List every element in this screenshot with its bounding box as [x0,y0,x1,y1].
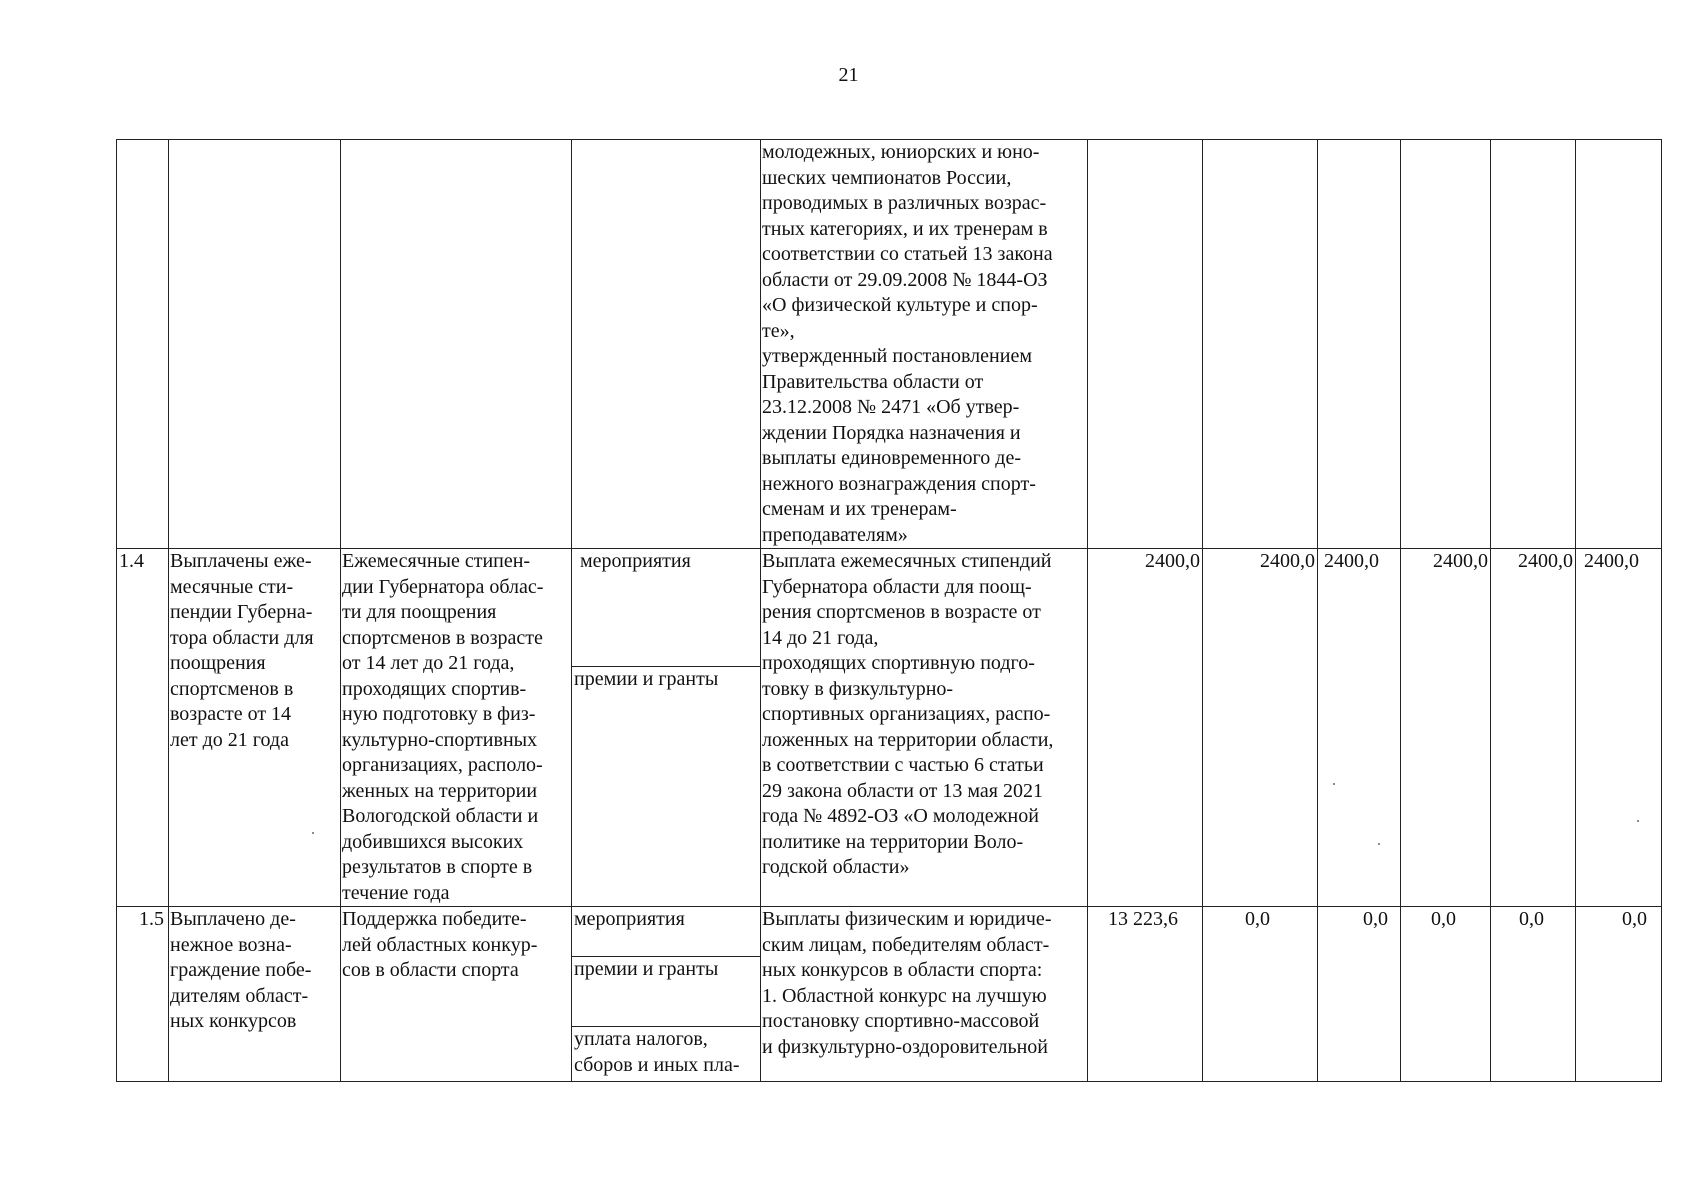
description-cell: молодежных, юниорских и юно- шеских чемпионатов России, проводимых в различных возрас- тных категориях, и их тренерам в соответствии со статьей 13 закона области от 29.09.2008 № 1844-ОЗ «О физической культуре и спор- те», утвержденный постановлением Правительства области от 23.12.2008 № 2471 «Об утвер- ждении Порядка назначения и выплаты единовременного де- нежного вознаграждения спорт- сменам и их тренерам- преподавателям» [761,140,1088,549]
expense-type-item: премии и гранты [572,956,760,1026]
value-cell: 0,0 [1491,907,1576,1082]
result-cell: Выплачены еже- месячные сти- пендии Губерна- тора области для поощрения спортсменов в возрасте от 14 лет до 21 года [169,549,341,907]
scan-speck [1378,843,1380,845]
value-cell: 2400,0 [1576,549,1662,907]
value-cell: 13 223,6 [1088,907,1203,1082]
expense-type-item: мероприятия [574,908,685,930]
result-cell [169,140,341,549]
row-number: 1.5 [117,907,169,1082]
scan-speck [1333,783,1335,785]
value-cell: 0,0 [1576,907,1662,1082]
value-cell [1318,140,1401,549]
description-cell: Выплаты физическим и юридиче- ским лицам, победителям област- ных конкурсов в области спорта: 1. Областной конкурс на лучшую постановку спортивно-массовой и физкультурно-оздоровительной [761,907,1088,1082]
value-cell: 2400,0 [1401,549,1491,907]
expense-type-cell [572,907,761,1082]
event-cell: Ежемесячные стипен- дии Губернатора облас- ти для поощрения спортсменов в возрасте от 14 лет до 21 года, проходящих спортив- ную подготовку в физ- культурно-спортивных организациях, располо- женных на территории Вологодской области и добившихся высоких результатов в спорте в течение года [341,549,572,907]
description-cell: Выплата ежемесячных стипендий Губернатора области для поощ- рения спортсменов в возрасте от 14 до 21 года, проходящих спортивную подго- товку в физкультурно- спортивных организациях, распо- ложенных на территории области, в соответствии с частью 6 статьи 29 закона области от 13 мая 2021 года № 4892-ОЗ «О молодежной политике на территории Воло- годской области» [761,549,1088,907]
expense-type-item: мероприятия [580,550,691,572]
expense-type-item: премии и гранты [572,666,760,906]
table-row [117,907,1662,1082]
event-cell: Поддержка победите- лей областных конкур- сов в области спорта [341,907,572,1082]
event-cell [341,140,572,549]
value-cell [1401,140,1491,549]
value-cell: 2400,0 [1318,549,1401,907]
value-cell: 0,0 [1203,907,1318,1082]
program-table [116,139,1662,1082]
value-cell: 2400,0 [1203,549,1318,907]
value-cell: 2400,0 [1088,549,1203,907]
value-cell [1491,140,1576,549]
row-number [117,140,169,549]
expense-type-cell [572,140,761,549]
result-cell: Выплачено де- нежное возна- граждение побе- дителям област- ных конкурсов [169,907,341,1082]
scan-speck [1637,820,1639,822]
value-cell [1088,140,1203,549]
expense-type-item: уплата налогов, сборов и иных пла- [572,1026,760,1081]
value-cell: 0,0 [1318,907,1401,1082]
row-number: 1.4 [117,549,169,907]
expense-type-cell [572,549,761,907]
value-cell: 0,0 [1401,907,1491,1082]
value-cell [1576,140,1662,549]
table-row [117,549,1662,907]
value-cell [1203,140,1318,549]
scan-speck [312,832,314,834]
table-row [117,140,1662,549]
value-cell: 2400,0 [1491,549,1576,907]
page-number: 21 [838,64,859,86]
